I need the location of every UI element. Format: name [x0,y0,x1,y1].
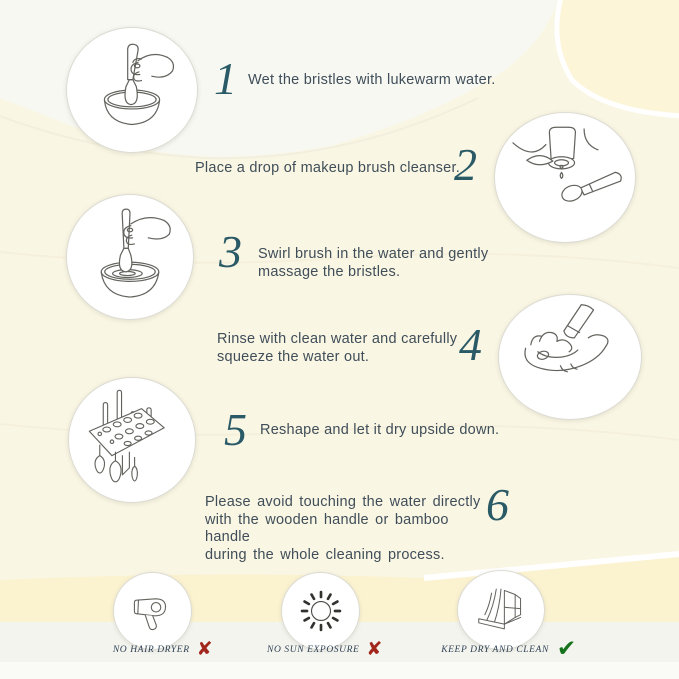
step3-line2: massage the bristles. [258,263,401,280]
step3-text [258,246,488,281]
step5-number: 5 [224,404,247,455]
hand-squeezing-bristles-illustration [508,303,632,411]
no-hair-dryer-circle [113,572,192,650]
check-mark-icon: ✔ [556,636,577,662]
step2-number: 2 [454,139,477,190]
step3-illustration-circle [66,194,194,320]
step2-text [195,160,460,178]
no-sun-exposure-label: NO SUN EXPOSURE [267,644,360,655]
step4-text [217,331,457,366]
cross-mark-icon: ✘ [366,638,383,660]
step1-line1: Wet the bristles with lukewarm water. [248,72,496,88]
no-sun-exposure-circle [281,572,360,650]
step6-number: 6 [486,479,509,530]
hair-dryer-icon [127,585,179,637]
keep-dry-and-clean-label-row [434,638,584,661]
step4-line2: squeeze the water out. [217,348,370,365]
step1-illustration-circle [66,27,198,153]
hand-dipping-brush-in-bowl-illustration [76,36,188,144]
hand-swirling-brush-in-bowl-illustration [75,203,185,311]
sun-icon [294,584,348,638]
step4-number: 4 [459,319,482,370]
step2-line1: Place a drop of makeup brush cleanser. [195,160,461,176]
step3-line1: Swirl brush in the water and gently [258,246,489,262]
step6-line3: during the whole cleaning process. [205,546,445,563]
step3-number: 3 [219,226,242,277]
step2-illustration-circle [494,112,636,243]
no-hair-dryer-label-row [88,640,238,659]
step1-text [248,72,496,90]
step6-text [205,494,485,564]
step6-line2: with the wooden handle or bamboo handle [205,511,449,545]
brushes-drying-rack-illustration [77,386,187,494]
curtain-icon [472,583,530,637]
keep-dry-and-clean-label: KEEP DRY AND CLEAN [441,644,549,655]
no-hair-dryer-label: NO HAIR DRYER [112,644,190,655]
step1-number: 1 [214,53,237,104]
step6-line1: Please avoid touching the water directly [205,494,481,510]
step5-text [260,422,499,440]
cleanser-bottle-drop-on-brush-illustration [504,122,626,234]
step5-illustration-circle [68,377,196,503]
step4-line1: Rinse with clean water and carefully [217,331,458,347]
cross-mark-icon: ✘ [196,638,214,660]
step5-line1: Reshape and let it dry upside down. [260,422,500,438]
no-sun-exposure-label-row [250,640,400,659]
step4-illustration-circle [498,294,642,420]
